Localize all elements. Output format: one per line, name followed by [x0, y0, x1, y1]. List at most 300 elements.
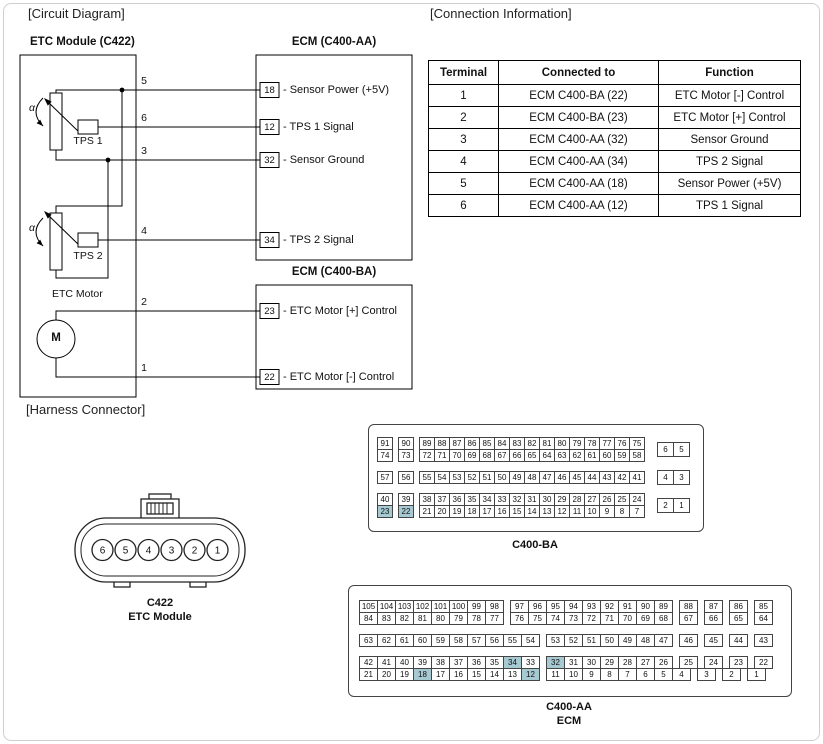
pin-cell-84: 84 [359, 612, 378, 625]
pin-cell-82: 82 [524, 437, 540, 450]
pin-cell-91: 91 [377, 437, 393, 450]
pin-cell-99: 99 [467, 600, 486, 613]
pin-cell-22: 22 [754, 656, 773, 669]
pin-cell-50: 50 [600, 634, 619, 647]
pin-cell-46: 46 [679, 634, 698, 647]
pin-cell-80: 80 [431, 612, 450, 625]
pin-cell-50: 50 [494, 471, 510, 484]
pin-cell-70: 70 [449, 449, 465, 462]
pin-cell-24: 24 [704, 656, 723, 669]
pin-cell-58: 58 [629, 449, 645, 462]
c422-connector-drawing [70, 468, 250, 594]
ecm-c400aa-title: ECM (C400-AA) [291, 36, 377, 48]
wire-number-6: 6 [141, 112, 147, 124]
pin-cell-86: 86 [729, 600, 748, 613]
pin-group [754, 612, 773, 625]
pin-cell-61: 61 [395, 634, 414, 647]
table-cell: 2 [429, 107, 499, 129]
table-cell: 6 [429, 195, 499, 217]
pin-cell-10: 10 [584, 505, 600, 518]
pin-cell-18: 18 [464, 505, 480, 518]
pin-group [679, 634, 698, 647]
pin-number-12: 12 [264, 122, 275, 133]
pin-cell-5: 5 [654, 668, 673, 681]
pin-row [359, 668, 773, 681]
pin-cell-18: 18 [413, 668, 432, 681]
c422-subtitle: ETC Module [128, 611, 192, 623]
tps2-track [50, 213, 62, 270]
pin-cell-24: 24 [629, 493, 645, 506]
pin-cell-17: 17 [431, 668, 450, 681]
wire-number-3: 3 [141, 145, 147, 157]
pin-cell-5: 5 [673, 442, 690, 457]
pin-cell-90: 90 [636, 600, 655, 613]
pin-cell-69: 69 [636, 612, 655, 625]
pin-cell-41: 41 [629, 471, 645, 484]
pin-cell-81: 81 [413, 612, 432, 625]
pin-cell-83: 83 [377, 612, 396, 625]
pin-cell-54: 54 [521, 634, 540, 647]
c422-pin-label: 3 [168, 545, 175, 557]
pin-cell-8: 8 [600, 668, 619, 681]
tps1-label: TPS 1 [73, 135, 103, 147]
pin-cell-52: 52 [564, 634, 583, 647]
pin-cell-47: 47 [539, 471, 555, 484]
c400ba-caption: C400-BA [512, 539, 558, 551]
pin-cell-92: 92 [600, 600, 619, 613]
table-cell: ECM C400-AA (12) [499, 195, 659, 217]
pin-cell-87: 87 [449, 437, 465, 450]
pin-cell-52: 52 [464, 471, 480, 484]
pin-cell-1: 1 [673, 498, 690, 513]
pin-group [747, 668, 766, 681]
pin-cell-12: 12 [554, 505, 570, 518]
c400ba-side-box [657, 442, 690, 457]
wire-number-5: 5 [141, 75, 147, 87]
pin-cell-38: 38 [419, 493, 435, 506]
pin-cell-87: 87 [704, 600, 723, 613]
pin-cell-19: 19 [449, 505, 465, 518]
pin-cell-61: 61 [584, 449, 600, 462]
pin-cell-76: 76 [614, 437, 630, 450]
pin-cell-89: 89 [654, 600, 673, 613]
pin-cell-66: 66 [509, 449, 525, 462]
connection-information-table [428, 60, 801, 217]
pin-cell-82: 82 [395, 612, 414, 625]
pin-cell-21: 21 [419, 505, 435, 518]
pin-cell-34: 34 [503, 656, 522, 669]
c400aa-caption [348, 700, 790, 728]
pin-group [419, 505, 645, 518]
pin-group [546, 634, 673, 647]
pin-cell-60: 60 [413, 634, 432, 647]
pin-cell-29: 29 [554, 493, 570, 506]
pin-cell-49: 49 [618, 634, 637, 647]
table-row [429, 107, 801, 129]
pin-cell-2: 2 [722, 668, 741, 681]
pin-cell-6: 6 [657, 442, 674, 457]
pin-group [729, 612, 748, 625]
pin-cell-91: 91 [618, 600, 637, 613]
table-cell: ETC Motor [-] Control [659, 85, 801, 107]
pin-cell-23: 23 [377, 505, 393, 518]
c400ba-side-box [657, 470, 690, 485]
pin-group [377, 449, 393, 462]
pin-cell-72: 72 [582, 612, 601, 625]
pin-cell-79: 79 [569, 437, 585, 450]
wire-number-1: 1 [141, 362, 147, 374]
pin-cell-67: 67 [494, 449, 510, 462]
pin-cell-7: 7 [618, 668, 637, 681]
pin-number-18: 18 [264, 85, 275, 96]
pin-cell-62: 62 [569, 449, 585, 462]
pin-cell-17: 17 [479, 505, 495, 518]
pin-cell-73: 73 [564, 612, 583, 625]
c400aa-connector [348, 585, 792, 697]
pin-cell-79: 79 [449, 612, 468, 625]
pin-cell-89: 89 [419, 437, 435, 450]
pin-group [546, 668, 691, 681]
table-cell: TPS 2 Signal [659, 151, 801, 173]
pin-label-tps2-signal: - TPS 2 Signal [283, 234, 354, 246]
pin-cell-62: 62 [377, 634, 396, 647]
pin-cell-57: 57 [377, 471, 393, 484]
pin-cell-57: 57 [467, 634, 486, 647]
c422-pin-label: 2 [191, 545, 198, 557]
wire-number-4: 4 [141, 225, 147, 237]
pin-cell-90: 90 [398, 437, 414, 450]
pin-cell-47: 47 [654, 634, 673, 647]
pin-cell-35: 35 [485, 656, 504, 669]
pin-cell-51: 51 [479, 471, 495, 484]
pin-cell-41: 41 [377, 656, 396, 669]
pin-cell-64: 64 [754, 612, 773, 625]
pin-group [359, 634, 540, 647]
pin-cell-45: 45 [569, 471, 585, 484]
pin-cell-36: 36 [449, 493, 465, 506]
pin-cell-46: 46 [554, 471, 570, 484]
pin-cell-33: 33 [494, 493, 510, 506]
pin-cell-75: 75 [629, 437, 645, 450]
table-cell: ECM C400-AA (32) [499, 129, 659, 151]
pin-cell-33: 33 [521, 656, 540, 669]
pin-cell-56: 56 [485, 634, 504, 647]
pin-group [697, 668, 716, 681]
pin-cell-14: 14 [485, 668, 504, 681]
pin-cell-81: 81 [539, 437, 555, 450]
pin-cell-85: 85 [754, 600, 773, 613]
pin-cell-26: 26 [654, 656, 673, 669]
pin-cell-96: 96 [528, 600, 547, 613]
pin-cell-14: 14 [524, 505, 540, 518]
pin-cell-74: 74 [377, 449, 393, 462]
etc-module-title: ETC Module (C422) [30, 36, 135, 48]
ecm-c400ba-title: ECM (C400-BA) [291, 266, 377, 278]
pin-cell-37: 37 [449, 656, 468, 669]
pin-cell-65: 65 [524, 449, 540, 462]
table-row [429, 173, 801, 195]
table-cell: 5 [429, 173, 499, 195]
pin-cell-20: 20 [377, 668, 396, 681]
c422-pin-label: 1 [214, 545, 221, 557]
pin-group [510, 612, 673, 625]
junction-dot [106, 158, 111, 163]
pin-number-32: 32 [264, 155, 275, 166]
table-cell: ECM C400-BA (23) [499, 107, 659, 129]
pin-cell-43: 43 [754, 634, 773, 647]
pin-cell-28: 28 [618, 656, 637, 669]
pin-label-sensor-ground: - Sensor Ground [283, 154, 365, 166]
pin-cell-67: 67 [679, 612, 698, 625]
pin-cell-100: 100 [449, 600, 468, 613]
table-cell: ECM C400-AA (18) [499, 173, 659, 195]
c422-pin-label: 4 [145, 545, 152, 557]
tps1-alpha-symbol: α [29, 102, 35, 114]
pin-cell-105: 105 [359, 600, 378, 613]
table-cell: Sensor Ground [659, 129, 801, 151]
pin-cell-45: 45 [704, 634, 723, 647]
pin-cell-31: 31 [564, 656, 583, 669]
pin-cell-19: 19 [395, 668, 414, 681]
pin-cell-44: 44 [729, 634, 748, 647]
pin-cell-20: 20 [434, 505, 450, 518]
pin-cell-25: 25 [679, 656, 698, 669]
c400ba-pin-grid [377, 437, 645, 518]
pin-cell-39: 39 [398, 493, 414, 506]
pin-number-23: 23 [264, 306, 275, 317]
pin-group [754, 634, 773, 647]
pin-group [704, 634, 723, 647]
pin-cell-21: 21 [359, 668, 378, 681]
pin-cell-40: 40 [395, 656, 414, 669]
pin-number-34: 34 [264, 235, 275, 246]
pin-cell-88: 88 [679, 600, 698, 613]
pin-cell-39: 39 [413, 656, 432, 669]
pin-cell-16: 16 [494, 505, 510, 518]
pin-row [377, 449, 645, 462]
pin-group [419, 471, 645, 484]
pin-group [359, 668, 540, 681]
pin-cell-1: 1 [747, 668, 766, 681]
pin-row [359, 634, 773, 647]
pin-cell-55: 55 [419, 471, 435, 484]
c400ba-side-box [657, 498, 690, 513]
pin-cell-36: 36 [467, 656, 486, 669]
table-row [429, 85, 801, 107]
pin-cell-58: 58 [449, 634, 468, 647]
pin-cell-73: 73 [398, 449, 414, 462]
table-cell: 3 [429, 129, 499, 151]
table-cell: ECM C400-BA (22) [499, 85, 659, 107]
pin-cell-10: 10 [564, 668, 583, 681]
pin-cell-76: 76 [510, 612, 529, 625]
pin-cell-44: 44 [584, 471, 600, 484]
pin-group [722, 668, 741, 681]
pin-cell-63: 63 [359, 634, 378, 647]
pin-cell-15: 15 [509, 505, 525, 518]
pin-group [359, 612, 504, 625]
pin-cell-101: 101 [431, 600, 450, 613]
pin-cell-93: 93 [582, 600, 601, 613]
pin-cell-64: 64 [539, 449, 555, 462]
pin-group [704, 612, 723, 625]
pin-cell-83: 83 [509, 437, 525, 450]
pin-cell-72: 72 [419, 449, 435, 462]
column-header-function: Function [659, 61, 801, 85]
table-cell: 4 [429, 151, 499, 173]
table-cell: Sensor Power (+5V) [659, 173, 801, 195]
pin-cell-55: 55 [503, 634, 522, 647]
pin-cell-42: 42 [614, 471, 630, 484]
pin-cell-85: 85 [479, 437, 495, 450]
pin-label-motor-plus: - ETC Motor [+] Control [283, 305, 398, 317]
wire-1-motor-minus [56, 358, 260, 377]
pin-cell-78: 78 [467, 612, 486, 625]
pin-cell-42: 42 [359, 656, 378, 669]
pin-cell-68: 68 [654, 612, 673, 625]
table-cell: TPS 1 Signal [659, 195, 801, 217]
c400aa-name: C400-AA [546, 701, 592, 713]
pin-cell-59: 59 [431, 634, 450, 647]
pin-cell-2: 2 [657, 498, 674, 513]
column-header-connected-to: Connected to [499, 61, 659, 85]
pin-cell-65: 65 [729, 612, 748, 625]
pin-cell-86: 86 [464, 437, 480, 450]
tps2-wiper-contact-box [78, 233, 98, 247]
pin-group [679, 612, 698, 625]
pin-cell-35: 35 [464, 493, 480, 506]
section-label-harness-connector: [Harness Connector] [26, 402, 146, 417]
pin-cell-51: 51 [582, 634, 601, 647]
pin-cell-68: 68 [479, 449, 495, 462]
pin-cell-56: 56 [398, 471, 414, 484]
pin-cell-15: 15 [467, 668, 486, 681]
pin-cell-53: 53 [546, 634, 565, 647]
pin-cell-97: 97 [510, 600, 529, 613]
pin-cell-53: 53 [449, 471, 465, 484]
tps1-track [50, 93, 62, 150]
pin-cell-88: 88 [434, 437, 450, 450]
pin-label-tps1-signal: - TPS 1 Signal [283, 121, 354, 133]
tps2-angle-arrowhead-icon [37, 240, 43, 246]
pin-cell-37: 37 [434, 493, 450, 506]
table-row [429, 151, 801, 173]
wire-2-motor-plus [56, 311, 260, 320]
pin-cell-31: 31 [524, 493, 540, 506]
pin-cell-8: 8 [614, 505, 630, 518]
pin-cell-30: 30 [539, 493, 555, 506]
etc-motor-label: ETC Motor [52, 288, 103, 300]
c400aa-subtitle: ECM [556, 715, 582, 727]
pin-row [377, 505, 645, 518]
pin-group [729, 634, 748, 647]
pin-cell-3: 3 [697, 668, 716, 681]
pin-cell-32: 32 [546, 656, 565, 669]
pin-cell-30: 30 [582, 656, 601, 669]
pin-cell-9: 9 [599, 505, 615, 518]
pin-cell-4: 4 [672, 668, 691, 681]
pin-cell-26: 26 [599, 493, 615, 506]
section-label-connection-information: [Connection Information] [430, 6, 572, 21]
pin-label-sensor-power: - Sensor Power (+5V) [283, 84, 390, 96]
table-header-row [429, 61, 801, 85]
pin-cell-27: 27 [636, 656, 655, 669]
pin-cell-13: 13 [539, 505, 555, 518]
pin-cell-70: 70 [618, 612, 637, 625]
pin-cell-78: 78 [584, 437, 600, 450]
pin-cell-49: 49 [509, 471, 525, 484]
pin-cell-98: 98 [485, 600, 504, 613]
table-cell: 1 [429, 85, 499, 107]
tps2-label: TPS 2 [73, 250, 103, 262]
wire-3-sensor-ground [56, 150, 260, 160]
table-cell: ETC Motor [+] Control [659, 107, 801, 129]
c422-pin-label: 5 [122, 545, 129, 557]
pin-cell-54: 54 [434, 471, 450, 484]
pin-cell-28: 28 [569, 493, 585, 506]
pin-cell-95: 95 [546, 600, 565, 613]
pin-cell-102: 102 [413, 600, 432, 613]
pin-cell-32: 32 [509, 493, 525, 506]
pin-group [398, 449, 414, 462]
pin-cell-9: 9 [582, 668, 601, 681]
table-row [429, 129, 801, 151]
pin-cell-43: 43 [599, 471, 615, 484]
pin-cell-11: 11 [569, 505, 585, 518]
tps1-angle-arrowhead-icon [37, 120, 43, 126]
pin-cell-16: 16 [449, 668, 468, 681]
pin-cell-103: 103 [395, 600, 414, 613]
c422-name: C422 [146, 597, 174, 609]
pin-cell-66: 66 [704, 612, 723, 625]
pin-cell-94: 94 [564, 600, 583, 613]
pin-label-motor-minus: - ETC Motor [-] Control [283, 371, 395, 383]
pin-group [377, 471, 393, 484]
section-label-circuit-diagram: [Circuit Diagram] [28, 6, 125, 21]
pin-cell-71: 71 [600, 612, 619, 625]
pin-cell-80: 80 [554, 437, 570, 450]
wire-5-sensor-power [56, 90, 260, 93]
pin-cell-69: 69 [464, 449, 480, 462]
pin-number-22: 22 [264, 372, 275, 383]
pin-cell-38: 38 [431, 656, 450, 669]
pin-cell-4: 4 [657, 470, 674, 485]
pin-cell-13: 13 [503, 668, 522, 681]
wire-sensor-power-branch [56, 90, 122, 213]
pin-cell-3: 3 [673, 470, 690, 485]
table-row [429, 195, 801, 217]
pin-cell-60: 60 [599, 449, 615, 462]
pin-cell-7: 7 [629, 505, 645, 518]
pin-cell-63: 63 [554, 449, 570, 462]
pin-group [419, 449, 645, 462]
junction-dot [120, 88, 125, 93]
motor-symbol: M [51, 332, 61, 344]
connection-table-body [429, 85, 801, 217]
pin-cell-71: 71 [434, 449, 450, 462]
pin-cell-84: 84 [494, 437, 510, 450]
tps1-wiper-contact-box [78, 120, 98, 134]
pin-cell-25: 25 [614, 493, 630, 506]
column-header-terminal: Terminal [429, 61, 499, 85]
pin-cell-40: 40 [377, 493, 393, 506]
pin-group [398, 505, 414, 518]
pin-cell-77: 77 [599, 437, 615, 450]
pin-cell-104: 104 [377, 600, 396, 613]
tps2-alpha-symbol: α [29, 222, 35, 234]
pin-row [377, 471, 645, 484]
pin-group [377, 505, 393, 518]
